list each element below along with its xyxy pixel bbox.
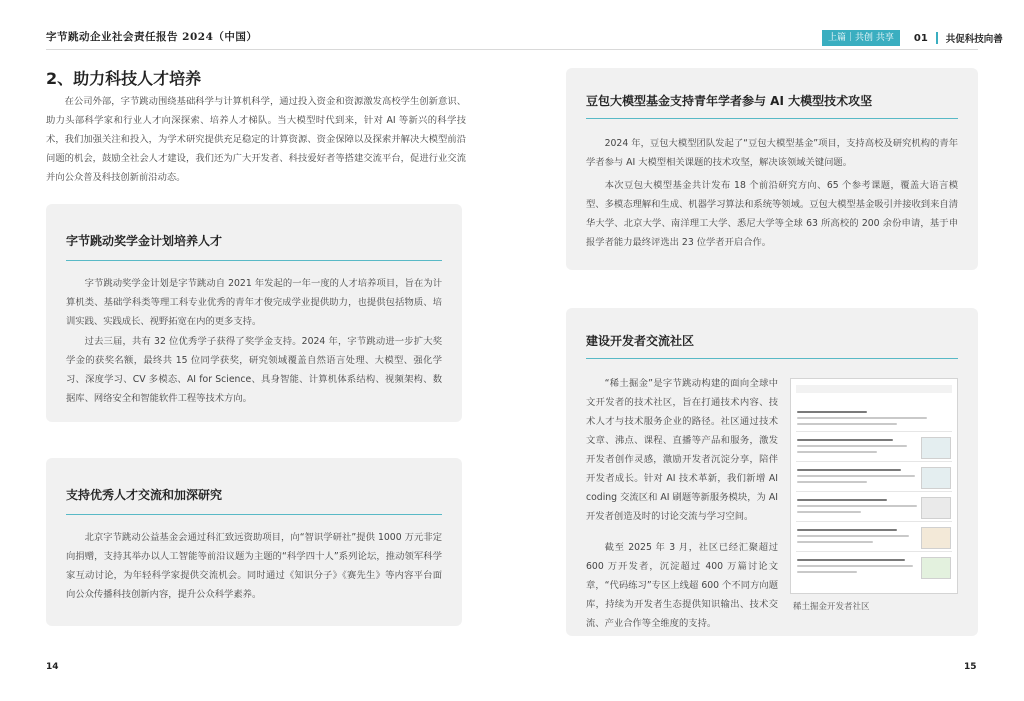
card-paragraph: “稀土掘金”是字节跳动构建的面向全球中文开发者的技术社区，旨在打通技术内容、技术人才与技术服务企业的路径。社区通过技术文章、沸点、课程、直播等产品和服务，激发开发者创作灵感，激励开发者沉淀分享，陪伴开发者成长。针对 AI 技术革新，我们新增 AI coding 交流区和 AI 刷题等新服务模块，为 AI 开发者创造及时的讨论交流与学习空间。 — [586, 378, 778, 522]
screenshot-text-line — [797, 423, 897, 425]
talent-exchange-card — [46, 458, 462, 626]
screenshot-divider — [796, 461, 952, 462]
card-title-rule — [66, 514, 442, 515]
card-paragraph: 本次豆包大模型基金共计发布 18 个前沿研究方向、65 个参考课题，覆盖大语言模型、多模态理解和生成、机器学习算法和系统等领域。豆包大模型基金吸引并接收到来自清华大学、北京大学、南洋理工大学、悉尼大学等全球 63 所高校的 200 余份申请，基于申报学者能力最终评选出 23 位学者开启合作。 — [586, 180, 958, 248]
screenshot-text-line — [797, 511, 861, 513]
screenshot-text-line — [797, 565, 913, 567]
screenshot-thumbnail — [921, 527, 951, 549]
card-paragraph: 2024 年，豆包大模型团队发起了“豆包大模型基金”项目，支持高校及研究机构的青年学者参与 AI 大模型相关课题的技术攻坚，解决该领域关键问题。 — [586, 138, 958, 168]
screenshot-text-line — [797, 439, 893, 441]
section-heading: 2、助力科技人才培养 — [46, 69, 202, 88]
chapter-title: 共促科技向善 — [945, 34, 1003, 45]
chapter-number: 01 — [913, 32, 928, 44]
section-tag: 上篇｜共创 共享 — [822, 30, 900, 46]
scholarship-card — [46, 204, 462, 422]
screenshot-text-line — [797, 445, 907, 447]
screenshot-divider — [796, 431, 952, 432]
figure-caption: 稀土掘金开发者社区 — [793, 602, 870, 612]
card-paragraph: 过去三届，共有 32 位优秀学子获得了奖学金支持。2024 年，字节跳动进一步扩大奖学金的获奖名额，最终共 15 位同学获奖，研究领域覆盖自然语言处理、大模型、强化学习、深度学习、CV 多模态、AI for Science、具身智能、计算机体系结构、视频架构、数据库、网络安全和智能软件工程等技术方向。 — [66, 336, 442, 404]
document-title: 字节跳动企业社会责任报告 2024（中国） — [46, 31, 258, 43]
card-title: 建设开发者交流社区 — [586, 334, 695, 348]
screenshot-nav-bar — [796, 385, 952, 393]
card-title-rule — [586, 118, 958, 119]
screenshot-text-line — [797, 541, 873, 543]
screenshot-text-line — [797, 529, 897, 531]
screenshot-text-line — [797, 571, 857, 573]
screenshot-text-line — [797, 411, 867, 413]
doubao-fund-card — [566, 68, 978, 270]
card-title-rule — [586, 358, 958, 359]
community-screenshot — [790, 378, 958, 594]
chapter-header — [822, 30, 1003, 46]
screenshot-text-line — [797, 451, 877, 453]
screenshot-text-line — [797, 481, 867, 483]
screenshot-text-line — [797, 417, 927, 419]
screenshot-text-line — [797, 469, 901, 471]
screenshot-divider — [796, 491, 952, 492]
screenshot-text-line — [797, 505, 917, 507]
screenshot-text-line — [797, 559, 905, 561]
card-paragraph: 字节跳动奖学金计划是字节跳动自 2021 年发起的一年一度的人才培养项目，旨在为计算机类、基础学科类等理工科专业优秀的青年才俊完成学业提供助力，也提供包括物质、培训实践、实践成长、视野拓宽在内的更多支持。 — [66, 278, 442, 327]
screenshot-thumbnail — [921, 437, 951, 459]
header-rule — [46, 49, 978, 50]
card-title-rule — [66, 260, 442, 261]
card-title: 字节跳动奖学金计划培养人才 — [66, 234, 223, 248]
page-number-left: 14 — [46, 662, 59, 672]
screenshot-text-line — [797, 535, 909, 537]
card-title: 支持优秀人才交流和加深研究 — [66, 488, 223, 502]
card-paragraph: 北京字节跳动公益基金会通过科汇致远资助项目，向“智识学研社”提供 1000 万元非定向捐赠，支持其举办以人工智能等前沿议题为主题的“科学四十人”系列论坛，推动领军科学家互动讨论，为年轻科学家提供交流机会。同时通过《知识分子》《赛先生》等内容平台面向公众传播科技创新内容，提升公众科学素养。 — [66, 532, 442, 600]
screenshot-text-line — [797, 499, 887, 501]
screenshot-thumbnail — [921, 497, 951, 519]
chapter-divider — [936, 32, 938, 44]
screenshot-divider — [796, 521, 952, 522]
card-paragraph: 截至 2025 年 3 月，社区已经汇聚超过 600 万开发者，沉淀超过 400 万篇讨论文章，“代码练习”专区上线超 600 个不同方向题库，持续为开发者生态提供知识输出、技术交流、产业合作等全维度的支持。 — [586, 542, 778, 629]
card-title: 豆包大模型基金支持青年学者参与 AI 大模型技术攻坚 — [586, 94, 873, 108]
screenshot-text-line — [797, 475, 915, 477]
screenshot-thumbnail — [921, 467, 951, 489]
page-number-right: 15 — [964, 662, 977, 672]
screenshot-divider — [796, 551, 952, 552]
intro-paragraph: 在公司外部，字节跳动围绕基础科学与计算机科学，通过投入资金和资源激发高校学生创新意识、助力头部科学家和行业人才向深探索、培养人才梯队。当大模型时代到来，针对 AI 等新兴的科学技术，我们加强关注和投入，为学术研究提供充足稳定的计算资源、资金保障以及探索并解决大模型前沿问题的机会，鼓励全社会人才建设，我们还为广大开发者、科技爱好者等搭建交流平台，促进行业交流并向公众普及科技创新前沿动态。 — [46, 96, 466, 183]
screenshot-thumbnail — [921, 557, 951, 579]
